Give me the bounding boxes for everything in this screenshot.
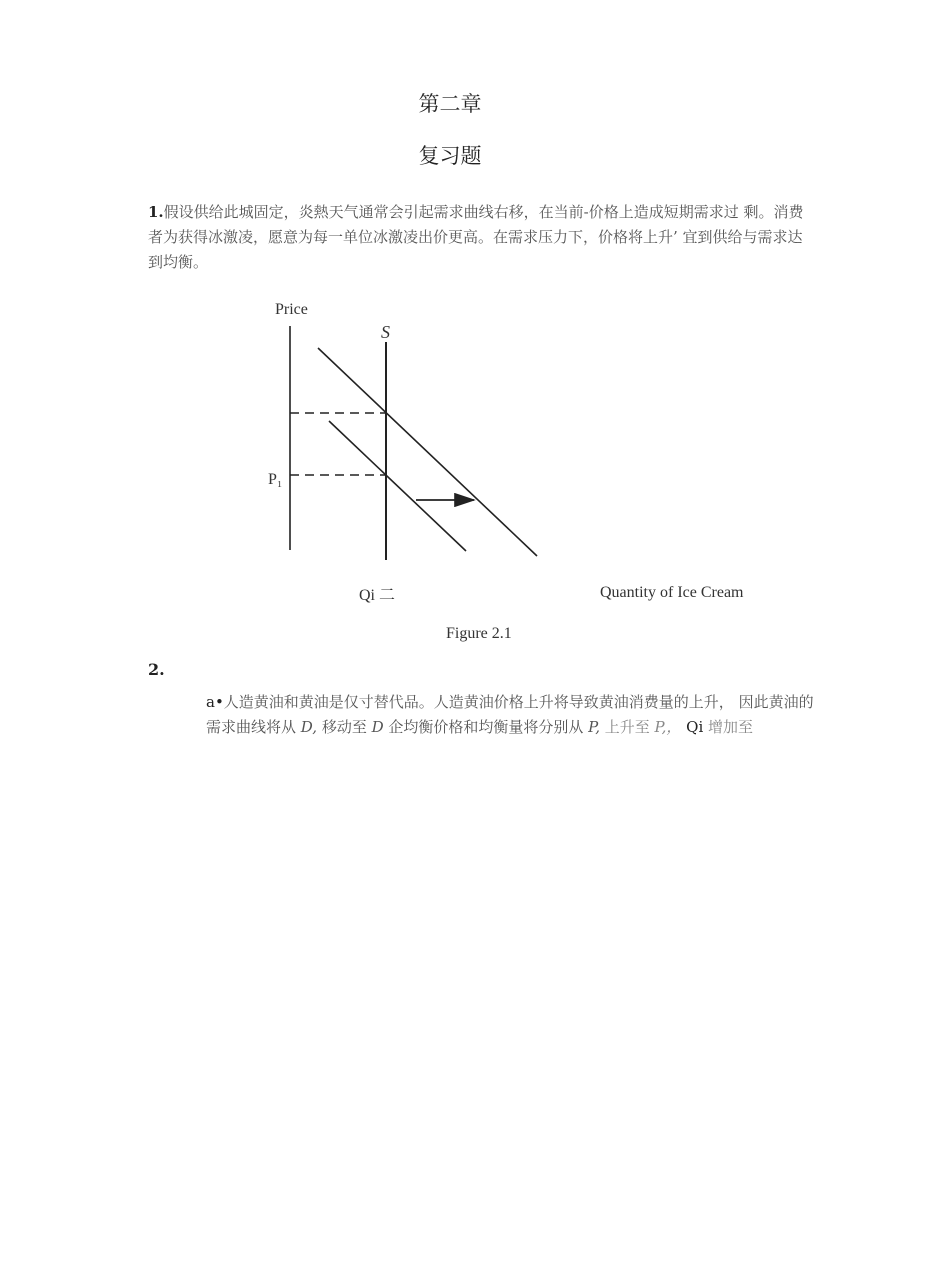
demand-curve-d1 xyxy=(329,421,466,551)
demand-curve-d2 xyxy=(318,348,537,556)
chapter-title: 第二章 xyxy=(418,92,482,116)
question-2-number: 2. xyxy=(148,660,165,679)
part-a-text-2: 移动至 xyxy=(317,718,372,736)
p1-label: P₁ xyxy=(268,471,283,488)
section-title: 复习题 xyxy=(418,144,482,168)
part-a-prefix: a• xyxy=(206,693,224,711)
part-a-text-1: 人造黄油和黄油是仅寸替代品。人造黄油价格上升将导致黄油消费量的上升， 因此黄油的需求曲线将从 xyxy=(206,693,814,736)
part-a-p2: P,， xyxy=(654,718,682,736)
x-axis-label: Quantity of Ice Cream xyxy=(600,584,744,601)
part-a-d2: D xyxy=(371,718,384,736)
part-a-text-3: 企均衡价格和均衡量将分别从 xyxy=(383,718,589,736)
part-a-text-4: 上升至 xyxy=(600,718,655,736)
part-a-q: Qi xyxy=(681,718,704,736)
question-2a-paragraph xyxy=(206,690,816,740)
question-1-text: 假设供给此城固定，炎熱天气通常会引起需求曲线右移，在当前-价格上造成短期需求过 剩。消费者为获得冰激凌，愿意为每一单位冰激凌出价更高。在需求压力下，价格将上升’ 宜到供给与需求达到均衡。 xyxy=(148,203,804,271)
figure-caption: Figure 2.1 xyxy=(446,625,512,642)
part-a-d1: D, xyxy=(300,718,318,736)
part-a-p1: P, xyxy=(588,718,600,736)
q1-label: Qi 二 xyxy=(359,587,396,604)
supply-label: S xyxy=(381,322,390,342)
part-a-text-5: 增加至 xyxy=(703,718,754,736)
question-1-number: 1. xyxy=(148,203,164,221)
y-axis-label: Price xyxy=(275,301,308,318)
